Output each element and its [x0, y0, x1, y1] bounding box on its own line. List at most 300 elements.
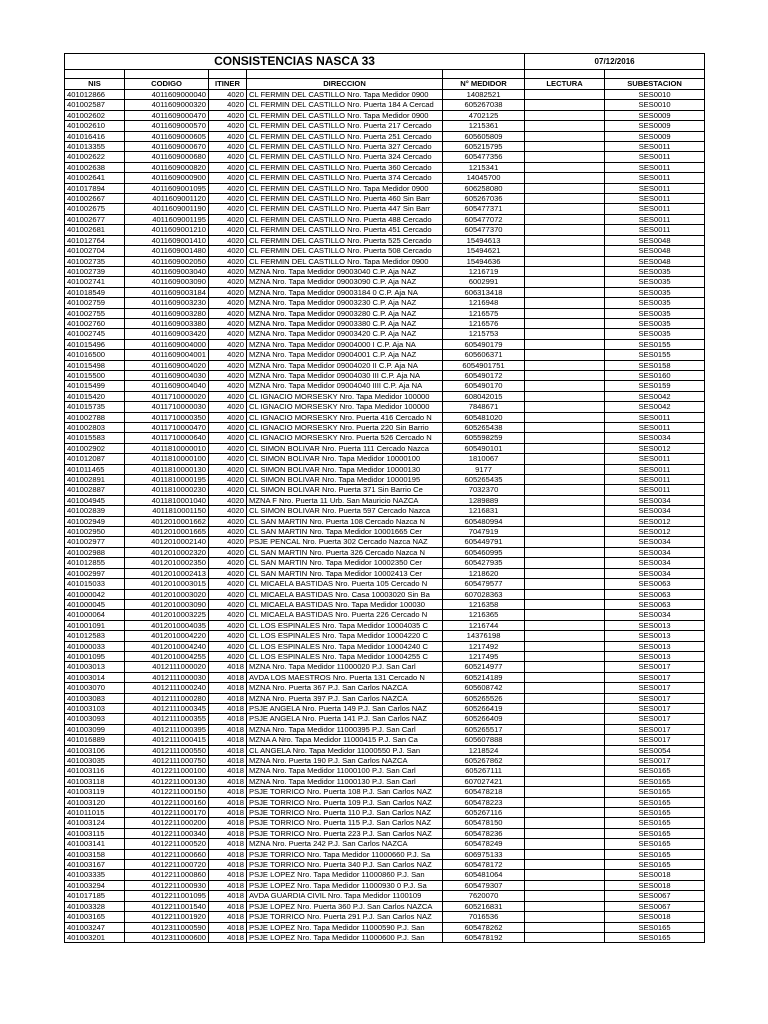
cell-subestacion: SES0010	[605, 100, 705, 110]
cell-nis: 401002667	[65, 194, 125, 204]
cell-nis: 401002739	[65, 266, 125, 276]
cell-subestacion: SES0034	[605, 558, 705, 568]
cell-direccion: CL FERMIN DEL CASTILLO Nro. Puerta 360 Cercado	[247, 162, 443, 172]
cell-medidor: 605265517	[443, 724, 525, 734]
table-row	[65, 443, 705, 453]
table-row	[65, 839, 705, 849]
cell-direccion: PSJE ANGELA Nro. Puerta 149 P.J. San Carlos NAZ	[247, 703, 443, 713]
cell-itiner: 4020	[209, 558, 247, 568]
cell-itiner: 4020	[209, 298, 247, 308]
cell-medidor: 1216358	[443, 599, 525, 609]
header-direccion: DIRECCION	[247, 79, 443, 90]
cell-itiner: 4020	[209, 329, 247, 339]
cell-direccion: CL FERMIN DEL CASTILLO Nro. Puerta 460 Sin Barr	[247, 194, 443, 204]
cell-lectura	[525, 880, 605, 890]
table-row	[65, 641, 705, 651]
cell-nis: 401000033	[65, 641, 125, 651]
cell-itiner: 4018	[209, 818, 247, 828]
cell-direccion: CL MICAELA BASTIDAS Nro. Tapa Medidor 100030	[247, 599, 443, 609]
header-medidor: N° MEDIDOR	[443, 79, 525, 90]
cell-medidor: 605490101	[443, 443, 525, 453]
cell-codigo: 4012010002320	[125, 547, 209, 557]
cell-direccion: CL SAN MARTIN Nro. Tapa Medidor 10002350 Cer	[247, 558, 443, 568]
table-row	[65, 454, 705, 464]
cell-medidor: 605605809	[443, 131, 525, 141]
cell-lectura	[525, 922, 605, 932]
cell-medidor: 7032370	[443, 485, 525, 495]
cell-subestacion: SES0042	[605, 402, 705, 412]
cell-lectura	[525, 318, 605, 328]
cell-nis: 401003083	[65, 693, 125, 703]
cell-subestacion: SES0035	[605, 318, 705, 328]
cell-itiner: 4018	[209, 849, 247, 859]
cell-direccion: MZNA Nro. Puerta 242 P.J. San Carlos NAZCA	[247, 839, 443, 849]
cell-codigo: 4011609000900	[125, 173, 209, 183]
cell-codigo: 4012010004220	[125, 631, 209, 641]
cell-itiner: 4018	[209, 735, 247, 745]
cell-nis: 401002677	[65, 214, 125, 224]
cell-lectura	[525, 901, 605, 911]
cell-direccion: CL FERMIN DEL CASTILLO Nro. Puerta 451 Cercado	[247, 225, 443, 235]
cell-lectura	[525, 579, 605, 589]
cell-direccion: PSJE TORRICO Nro. Puerta 109 P.J. San Carlos NAZ	[247, 797, 443, 807]
cell-medidor: 15494636	[443, 256, 525, 266]
cell-codigo: 4012111000415	[125, 735, 209, 745]
cell-lectura	[525, 121, 605, 131]
cell-medidor: 605267036	[443, 194, 525, 204]
cell-codigo: 4012010002350	[125, 558, 209, 568]
cell-itiner: 4020	[209, 277, 247, 287]
cell-subestacion: SES0067	[605, 891, 705, 901]
table-row	[65, 381, 705, 391]
cell-codigo: 4012010003015	[125, 579, 209, 589]
cell-codigo: 4011609001190	[125, 204, 209, 214]
cell-itiner: 4018	[209, 756, 247, 766]
cell-nis: 401015496	[65, 339, 125, 349]
cell-direccion: CL MICAELA BASTIDAS Nro. Puerta 226 Cercado N	[247, 610, 443, 620]
cell-lectura	[525, 256, 605, 266]
cell-codigo: 4011609003230	[125, 298, 209, 308]
cell-lectura	[525, 516, 605, 526]
cell-subestacion: SES0063	[605, 599, 705, 609]
cell-codigo: 4011609001095	[125, 183, 209, 193]
cell-subestacion: SES0054	[605, 745, 705, 755]
cell-direccion: CL FERMIN DEL CASTILLO Nro. Puerta 488 Cercado	[247, 214, 443, 224]
cell-lectura	[525, 277, 605, 287]
cell-medidor: 1216576	[443, 318, 525, 328]
cell-medidor: 605477072	[443, 214, 525, 224]
cell-nis: 401000045	[65, 599, 125, 609]
cell-itiner: 4018	[209, 828, 247, 838]
cell-itiner: 4020	[209, 599, 247, 609]
cell-nis: 401015499	[65, 381, 125, 391]
cell-itiner: 4020	[209, 214, 247, 224]
cell-direccion: CL FERMIN DEL CASTILLO Nro. Puerta 525 Cercado	[247, 235, 443, 245]
cell-nis: 401004945	[65, 495, 125, 505]
cell-direccion: CL FERMIN DEL CASTILLO Nro. Puerta 327 Cercado	[247, 142, 443, 152]
cell-subestacion: SES0017	[605, 672, 705, 682]
cell-subestacion: SES0017	[605, 683, 705, 693]
cell-medidor: 605480994	[443, 516, 525, 526]
table-row	[65, 464, 705, 474]
cell-codigo: 4011609001120	[125, 194, 209, 204]
cell-direccion: CL LOS ESPINALES Nro. Tapa Medidor 10004240 C	[247, 641, 443, 651]
table-row	[65, 194, 705, 204]
cell-itiner: 4020	[209, 651, 247, 661]
cell-medidor: 606258080	[443, 183, 525, 193]
cell-codigo: 4012211001540	[125, 901, 209, 911]
cell-lectura	[525, 703, 605, 713]
cell-nis: 401003124	[65, 818, 125, 828]
cell-codigo: 4011810000230	[125, 485, 209, 495]
cell-codigo: 4012010004255	[125, 651, 209, 661]
cell-lectura	[525, 308, 605, 318]
cell-medidor: 605265435	[443, 475, 525, 485]
cell-subestacion: SES0011	[605, 475, 705, 485]
table-row	[65, 724, 705, 734]
cell-medidor: 605267862	[443, 756, 525, 766]
cell-lectura	[525, 298, 605, 308]
cell-nis: 401003115	[65, 828, 125, 838]
cell-medidor: 606313418	[443, 287, 525, 297]
cell-direccion: MZNA Nro. Tapa Medidor 09004030 III C.P. Aja NA	[247, 370, 443, 380]
cell-nis: 401003247	[65, 922, 125, 932]
table-row	[65, 485, 705, 495]
table-row	[65, 121, 705, 131]
cell-medidor: 605481020	[443, 412, 525, 422]
cell-codigo: 4012111000280	[125, 693, 209, 703]
cell-subestacion: SES0165	[605, 839, 705, 849]
cell-direccion: PSJE TORRICO Nro. Puerta 115 P.J. San Carlos NAZ	[247, 818, 443, 828]
cell-codigo: 4011609004000	[125, 339, 209, 349]
cell-lectura	[525, 828, 605, 838]
cell-subestacion: SES0034	[605, 495, 705, 505]
cell-lectura	[525, 475, 605, 485]
cell-direccion: CL FERMIN DEL CASTILLO Nro. Puerta 374 Cercado	[247, 173, 443, 183]
cell-codigo: 4012010001665	[125, 527, 209, 537]
cell-lectura	[525, 173, 605, 183]
table-row	[65, 776, 705, 786]
table-row	[65, 662, 705, 672]
table-row	[65, 756, 705, 766]
cell-itiner: 4020	[209, 547, 247, 557]
cell-direccion: MZNA Nro. Tapa Medidor 09003420 C.P. Aja NAZ	[247, 329, 443, 339]
cell-nis: 401016889	[65, 735, 125, 745]
cell-lectura	[525, 787, 605, 797]
cell-itiner: 4020	[209, 443, 247, 453]
cell-itiner: 4020	[209, 350, 247, 360]
cell-direccion: PSJE PENCAL Nro. Puerta 302 Cercado Nazca NAZ	[247, 537, 443, 547]
cell-nis: 401003099	[65, 724, 125, 734]
cell-itiner: 4020	[209, 433, 247, 443]
cell-codigo: 4012211000170	[125, 808, 209, 818]
cell-itiner: 4020	[209, 464, 247, 474]
cell-subestacion: SES0017	[605, 703, 705, 713]
cell-medidor: 14376198	[443, 631, 525, 641]
cell-subestacion: SES0017	[605, 724, 705, 734]
table-row	[65, 651, 705, 661]
cell-codigo: 4011609003380	[125, 318, 209, 328]
cell-itiner: 4020	[209, 495, 247, 505]
cell-lectura	[525, 860, 605, 870]
table-row	[65, 579, 705, 589]
table-row	[65, 880, 705, 890]
cell-codigo: 4011609004020	[125, 360, 209, 370]
cell-codigo: 4012211001920	[125, 912, 209, 922]
cell-lectura	[525, 443, 605, 453]
cell-codigo: 4012211000720	[125, 860, 209, 870]
cell-itiner: 4020	[209, 423, 247, 433]
cell-codigo: 4012311000590	[125, 922, 209, 932]
cell-medidor: 1215341	[443, 162, 525, 172]
cell-medidor: 605265526	[443, 693, 525, 703]
cell-itiner: 4018	[209, 714, 247, 724]
cell-nis: 401002977	[65, 537, 125, 547]
cell-codigo: 4011609001480	[125, 246, 209, 256]
cell-subestacion: SES0035	[605, 287, 705, 297]
cell-nis: 401002602	[65, 110, 125, 120]
cell-codigo: 4011810000130	[125, 464, 209, 474]
cell-medidor: 7848671	[443, 402, 525, 412]
cell-lectura	[525, 714, 605, 724]
cell-lectura	[525, 370, 605, 380]
cell-nis: 401001095	[65, 651, 125, 661]
cell-nis: 401000042	[65, 589, 125, 599]
cell-codigo: 4012211000340	[125, 828, 209, 838]
cell-lectura	[525, 839, 605, 849]
cell-nis: 401003201	[65, 932, 125, 942]
table-row	[65, 256, 705, 266]
cell-lectura	[525, 485, 605, 495]
cell-subestacion: SES0011	[605, 214, 705, 224]
table-row	[65, 433, 705, 443]
cell-codigo: 4011710000350	[125, 412, 209, 422]
cell-medidor: 605449791	[443, 537, 525, 547]
cell-itiner: 4020	[209, 318, 247, 328]
cell-medidor: 1216575	[443, 308, 525, 318]
cell-medidor: 605478150	[443, 818, 525, 828]
cell-direccion: MZNA Nro. Tapa Medidor 09004000 I C.P. Aja NA	[247, 339, 443, 349]
cell-codigo: 4012111000355	[125, 714, 209, 724]
cell-subestacion: SES0017	[605, 714, 705, 724]
cell-itiner: 4020	[209, 235, 247, 245]
cell-subestacion: SES0034	[605, 547, 705, 557]
cell-codigo: 4011710000030	[125, 402, 209, 412]
cell-itiner: 4020	[209, 360, 247, 370]
cell-subestacion: SES0011	[605, 173, 705, 183]
cell-nis: 401003158	[65, 849, 125, 859]
consistencias-table	[64, 53, 705, 943]
cell-medidor: 605478249	[443, 839, 525, 849]
cell-medidor: 1217495	[443, 651, 525, 661]
cell-nis: 401001091	[65, 620, 125, 630]
cell-direccion: PSJE LOPEZ Nro. Tapa Medidor 11000860 P.J. San	[247, 870, 443, 880]
cell-itiner: 4020	[209, 225, 247, 235]
cell-direccion: CL IGNACIO MORSESKY Nro. Puerta 526 Cercado N	[247, 433, 443, 443]
cell-medidor: 1215361	[443, 121, 525, 131]
cell-direccion: MZNA Nro. Tapa Medidor 09003380 C.P. Aja NAZ	[247, 318, 443, 328]
cell-lectura	[525, 90, 605, 100]
cell-itiner: 4018	[209, 766, 247, 776]
cell-codigo: 4012010003020	[125, 589, 209, 599]
cell-subestacion: SES0048	[605, 256, 705, 266]
cell-nis: 401017185	[65, 891, 125, 901]
table-row	[65, 631, 705, 641]
table-row	[65, 308, 705, 318]
cell-direccion: CL FERMIN DEL CASTILLO Nro. Tapa Medidor 0900	[247, 256, 443, 266]
cell-itiner: 4020	[209, 121, 247, 131]
cell-itiner: 4020	[209, 194, 247, 204]
cell-medidor: 605427935	[443, 558, 525, 568]
cell-itiner: 4018	[209, 839, 247, 849]
cell-medidor: 1216948	[443, 298, 525, 308]
cell-itiner: 4018	[209, 693, 247, 703]
cell-direccion: CL SAN MARTIN Nro. Tapa Medidor 10001665 Cer	[247, 527, 443, 537]
cell-lectura	[525, 756, 605, 766]
cell-nis: 401002891	[65, 475, 125, 485]
table-row	[65, 131, 705, 141]
cell-direccion: MZNA Nro. Tapa Medidor 09003040 C.P. Aja NAZ	[247, 266, 443, 276]
cell-medidor: 605598259	[443, 433, 525, 443]
cell-lectura	[525, 870, 605, 880]
table-row	[65, 204, 705, 214]
cell-itiner: 4020	[209, 527, 247, 537]
cell-direccion: CL SIMON BOLIVAR Nro. Puerta 371 Sin Barrio Ce	[247, 485, 443, 495]
cell-direccion: CL SIMON BOLIVAR Nro. Tapa Medidor 10000100	[247, 454, 443, 464]
cell-codigo: 4011609000040	[125, 90, 209, 100]
cell-nis: 401002988	[65, 547, 125, 557]
cell-subestacion: SES0165	[605, 849, 705, 859]
cell-nis: 401002735	[65, 256, 125, 266]
table-row	[65, 860, 705, 870]
cell-nis: 401015735	[65, 402, 125, 412]
table-row	[65, 537, 705, 547]
cell-subestacion: SES0155	[605, 350, 705, 360]
cell-nis: 401003093	[65, 714, 125, 724]
table-row	[65, 735, 705, 745]
cell-medidor: 9177	[443, 464, 525, 474]
cell-subestacion: SES0012	[605, 516, 705, 526]
cell-itiner: 4020	[209, 173, 247, 183]
table-row	[65, 225, 705, 235]
header-lectura: LECTURA	[525, 79, 605, 90]
cell-lectura	[525, 599, 605, 609]
cell-subestacion: SES0159	[605, 381, 705, 391]
cell-codigo: 4011609001195	[125, 214, 209, 224]
cell-medidor: 1217492	[443, 641, 525, 651]
cell-lectura	[525, 672, 605, 682]
cell-nis: 401002704	[65, 246, 125, 256]
cell-codigo: 4012211000150	[125, 787, 209, 797]
cell-medidor: 1216744	[443, 620, 525, 630]
cell-nis: 401002788	[65, 412, 125, 422]
table-row	[65, 610, 705, 620]
cell-subestacion: SES0013	[605, 641, 705, 651]
cell-medidor: 1218620	[443, 568, 525, 578]
cell-direccion: CL IGNACIO MORSESKY Nro. Tapa Medidor 100000	[247, 391, 443, 401]
cell-subestacion: SES0017	[605, 735, 705, 745]
table-row	[65, 787, 705, 797]
table-row	[65, 142, 705, 152]
table-row	[65, 901, 705, 911]
cell-direccion: CL IGNACIO MORSESKY Nro. Puerta 416 Cercado N	[247, 412, 443, 422]
table-row	[65, 298, 705, 308]
table-row	[65, 329, 705, 339]
cell-codigo: 4012010002413	[125, 568, 209, 578]
cell-direccion: PSJE LOPEZ Nro. Tapa Medidor 11000590 P.J. San	[247, 922, 443, 932]
cell-lectura	[525, 641, 605, 651]
cell-subestacion: SES0063	[605, 589, 705, 599]
cell-nis: 401002803	[65, 423, 125, 433]
cell-subestacion: SES0035	[605, 266, 705, 276]
report-title: CONSISTENCIAS NASCA 33	[65, 54, 525, 70]
table-row	[65, 506, 705, 516]
cell-itiner: 4018	[209, 662, 247, 672]
cell-codigo: 4011609000570	[125, 121, 209, 131]
cell-subestacion: SES0013	[605, 620, 705, 630]
cell-direccion: CL ANGELA Nro. Tapa Medidor 11000550 P.J. San	[247, 745, 443, 755]
cell-itiner: 4018	[209, 901, 247, 911]
cell-subestacion: SES0063	[605, 579, 705, 589]
cell-lectura	[525, 724, 605, 734]
table-row	[65, 90, 705, 100]
cell-medidor: 605265438	[443, 423, 525, 433]
cell-lectura	[525, 683, 605, 693]
cell-nis: 401012866	[65, 90, 125, 100]
cell-codigo: 4011609000320	[125, 100, 209, 110]
cell-subestacion: SES0013	[605, 631, 705, 641]
cell-direccion: MZNA Nro. Tapa Medidor 11000130 P.J. San Carl	[247, 776, 443, 786]
cell-nis: 401012087	[65, 454, 125, 464]
cell-medidor: 7016536	[443, 912, 525, 922]
cell-direccion: MZNA Nro. Tapa Medidor 11000100 P.J. San Carl	[247, 766, 443, 776]
cell-codigo: 4011810000010	[125, 443, 209, 453]
cell-medidor: 15494613	[443, 235, 525, 245]
cell-subestacion: SES0035	[605, 277, 705, 287]
cell-lectura	[525, 360, 605, 370]
table-row	[65, 870, 705, 880]
cell-codigo: 4011710000640	[125, 433, 209, 443]
cell-medidor: 605266419	[443, 703, 525, 713]
cell-subestacion: SES0011	[605, 423, 705, 433]
cell-subestacion: SES0035	[605, 329, 705, 339]
cell-nis: 401002610	[65, 121, 125, 131]
cell-codigo: 4011710000470	[125, 423, 209, 433]
cell-nis: 401015583	[65, 433, 125, 443]
cell-nis: 401012855	[65, 558, 125, 568]
cell-nis: 401003165	[65, 912, 125, 922]
cell-direccion: CL SIMON BOLIVAR Nro. Puerta 597 Cercado Nazca	[247, 506, 443, 516]
cell-codigo: 4012111000030	[125, 672, 209, 682]
cell-nis: 401003103	[65, 703, 125, 713]
cell-itiner: 4020	[209, 402, 247, 412]
cell-itiner: 4018	[209, 808, 247, 818]
cell-subestacion: SES0165	[605, 828, 705, 838]
cell-lectura	[525, 527, 605, 537]
cell-medidor: 1216831	[443, 506, 525, 516]
cell-direccion: PSJE TORRICO Nro. Puerta 110 P.J. San Carlos NAZ	[247, 808, 443, 818]
cell-nis: 401003106	[65, 745, 125, 755]
cell-nis: 401002638	[65, 162, 125, 172]
cell-itiner: 4020	[209, 246, 247, 256]
cell-direccion: CL SAN MARTIN Nro. Puerta 326 Cercado Nazca N	[247, 547, 443, 557]
cell-subestacion: SES0010	[605, 90, 705, 100]
cell-lectura	[525, 891, 605, 901]
cell-nis: 401012764	[65, 235, 125, 245]
cell-medidor: 6002991	[443, 277, 525, 287]
cell-codigo: 4011710000020	[125, 391, 209, 401]
cell-lectura	[525, 214, 605, 224]
